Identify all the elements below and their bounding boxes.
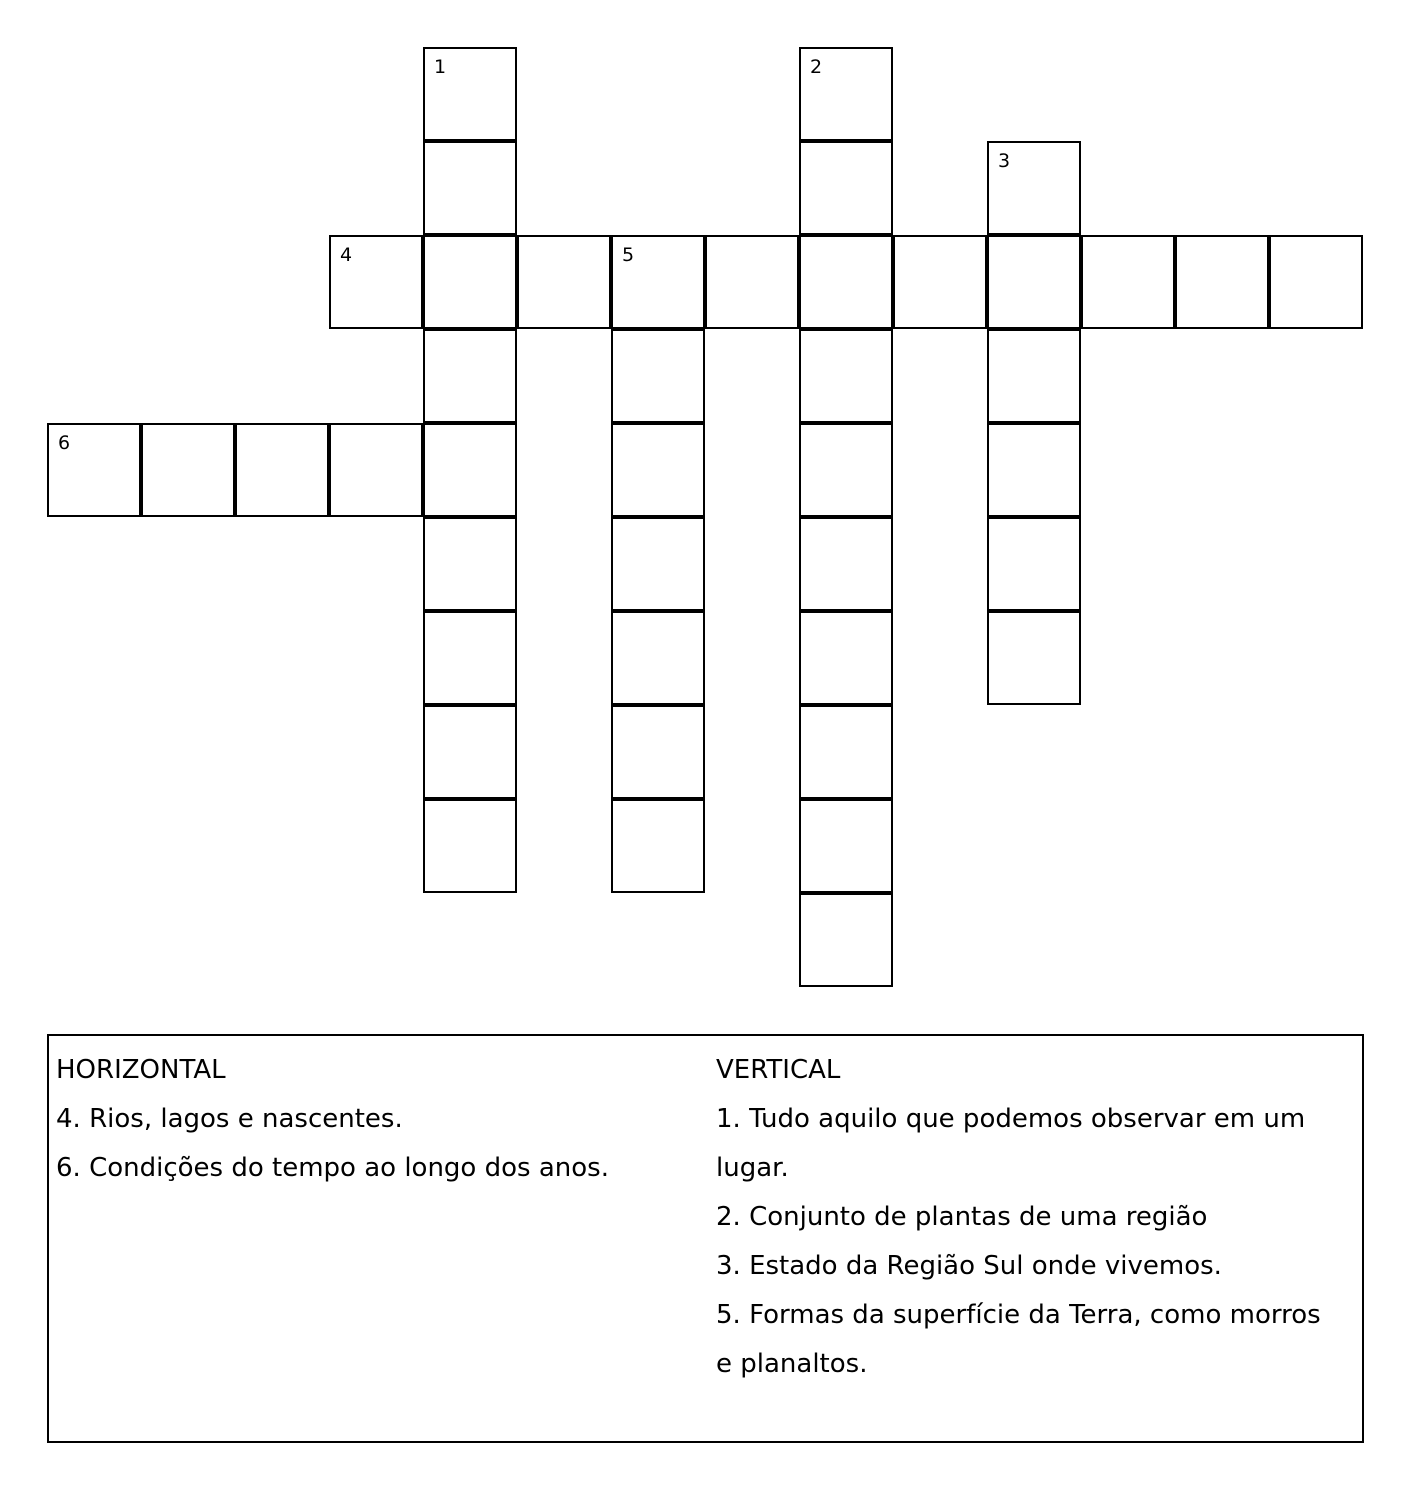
crossword-cell[interactable] (423, 423, 517, 517)
crossword-cell[interactable] (799, 611, 893, 705)
crossword-cell[interactable] (987, 611, 1081, 705)
crossword-cell[interactable] (423, 47, 517, 141)
crossword-cell[interactable] (987, 423, 1081, 517)
crossword-cell[interactable] (987, 329, 1081, 423)
clues-box (47, 1034, 1364, 1443)
crossword-cell[interactable] (799, 517, 893, 611)
crossword-cell[interactable] (423, 329, 517, 423)
clue-number-4: 4 (340, 244, 353, 266)
clue-vertical-1-cont: lugar. (716, 1153, 789, 1183)
crossword-cell[interactable] (987, 235, 1081, 329)
crossword-cell[interactable] (1269, 235, 1363, 329)
crossword-cell[interactable] (987, 141, 1081, 235)
crossword-cell[interactable] (423, 705, 517, 799)
crossword-cell[interactable] (987, 517, 1081, 611)
clue-vertical-5-cont: e planaltos. (716, 1349, 868, 1379)
clue-number-3: 3 (998, 150, 1011, 172)
crossword-cell[interactable] (423, 235, 517, 329)
clue-horizontal-6: 6. Condições do tempo ao longo dos anos. (56, 1153, 609, 1183)
crossword-cell[interactable] (799, 799, 893, 893)
horizontal-clues (56, 1046, 696, 1193)
crossword-cell[interactable] (799, 329, 893, 423)
horizontal-heading: HORIZONTAL (56, 1055, 226, 1085)
crossword-cell[interactable] (329, 235, 423, 329)
crossword-cell[interactable] (799, 47, 893, 141)
clue-number-2: 2 (810, 56, 823, 78)
clue-horizontal-4: 4. Rios, lagos e nascentes. (56, 1104, 403, 1134)
crossword-cell[interactable] (893, 235, 987, 329)
crossword-cell[interactable] (611, 329, 705, 423)
crossword-cell[interactable] (799, 705, 893, 799)
clue-vertical-1: 1. Tudo aquilo que podemos observar em um (716, 1104, 1306, 1134)
clue-number-1: 1 (434, 56, 447, 78)
crossword-cell[interactable] (235, 423, 329, 517)
crossword-cell[interactable] (423, 517, 517, 611)
crossword-cell[interactable] (47, 423, 141, 517)
crossword-cell[interactable] (423, 799, 517, 893)
clue-vertical-3: 3. Estado da Região Sul onde vivemos. (716, 1251, 1222, 1281)
crossword-cell[interactable] (705, 235, 799, 329)
clue-number-5: 5 (622, 244, 635, 266)
crossword-cell[interactable] (1175, 235, 1269, 329)
crossword-cell[interactable] (611, 799, 705, 893)
vertical-heading: VERTICAL (716, 1055, 841, 1085)
clue-vertical-5: 5. Formas da superfície da Terra, como morros (716, 1300, 1321, 1330)
clue-vertical-2: 2. Conjunto de plantas de uma região (716, 1202, 1208, 1232)
crossword-cell[interactable] (799, 235, 893, 329)
crossword-cell[interactable] (799, 893, 893, 987)
crossword-cell[interactable] (799, 423, 893, 517)
crossword-cell[interactable] (611, 235, 705, 329)
crossword-cell[interactable] (611, 611, 705, 705)
crossword-cell[interactable] (423, 611, 517, 705)
crossword-cell[interactable] (517, 235, 611, 329)
crossword-cell[interactable] (611, 423, 705, 517)
clue-number-6: 6 (58, 432, 71, 454)
crossword-cell[interactable] (329, 423, 423, 517)
crossword-cell[interactable] (1081, 235, 1175, 329)
crossword-cell[interactable] (611, 705, 705, 799)
crossword-cell[interactable] (611, 517, 705, 611)
crossword-cell[interactable] (799, 141, 893, 235)
crossword-cell[interactable] (423, 141, 517, 235)
vertical-clues (716, 1046, 1356, 1389)
crossword-cell[interactable] (141, 423, 235, 517)
